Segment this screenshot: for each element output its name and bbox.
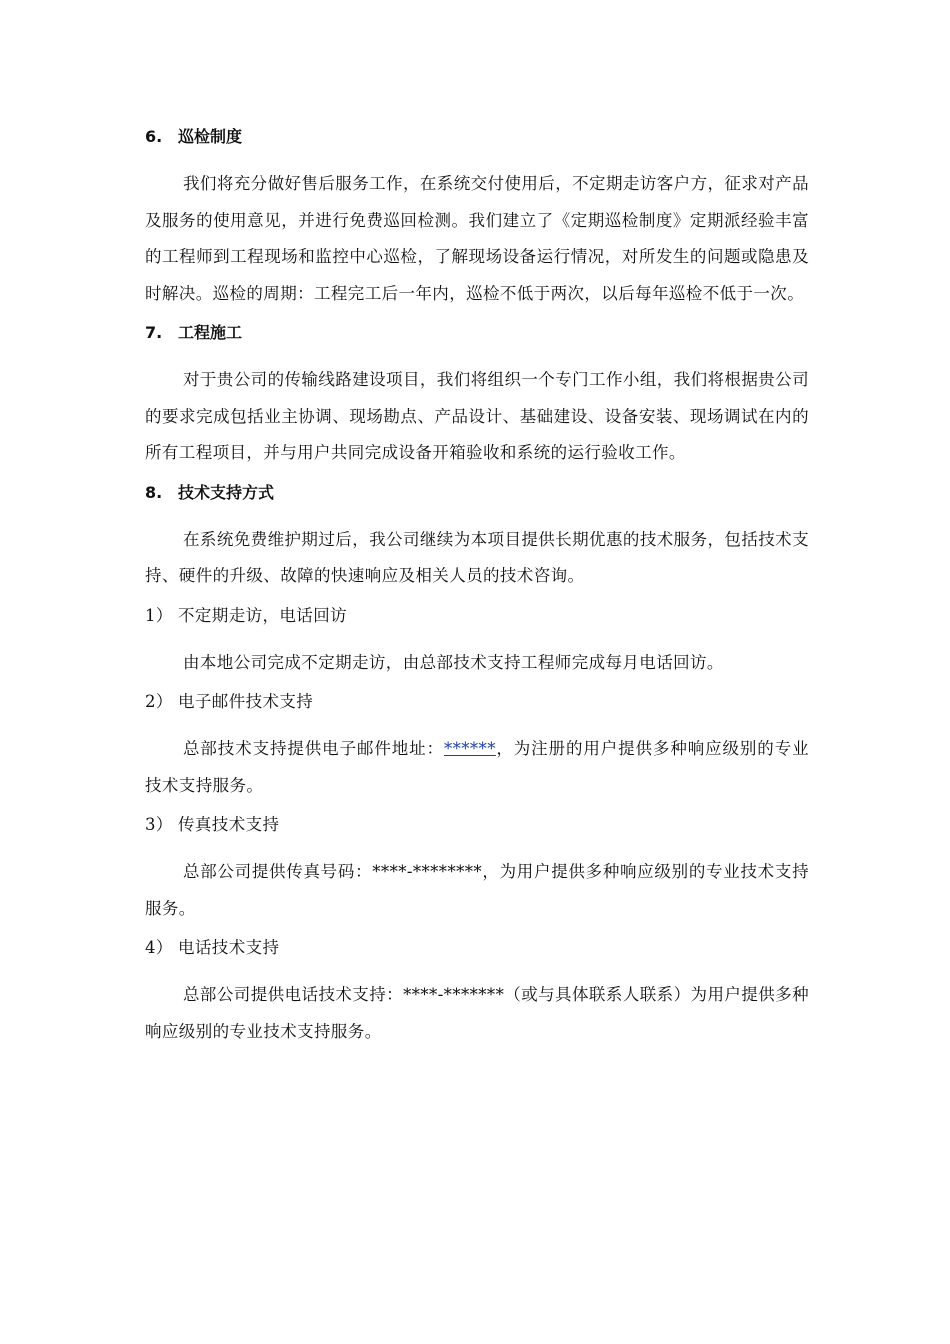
item-title: 电子邮件技术支持 xyxy=(178,692,314,711)
item-number: 2） xyxy=(145,692,173,711)
support-item-text-2 xyxy=(145,731,809,804)
email-prefix-text: 总部技术支持提供电子邮件地址： xyxy=(183,739,444,758)
section-heading-7 xyxy=(145,318,809,348)
support-item-text-3: 总部公司提供传真号码：****-********，为用户提供多种响应级别的专业技术支持服务。 xyxy=(145,862,809,918)
section-title: 巡检制度 xyxy=(178,127,243,146)
section-number: 6. xyxy=(145,127,163,146)
section-paragraph-7: 对于贵公司的传输线路建设项目，我们将组织一个专门工作小组，我们将根据贵公司的要求完成包括业主协调、现场勘点、产品设计、基础建设、设备安装、现场调试在内的所有工程项目，并与用户共同完成设备开箱验收和系统的运行验收工作。 xyxy=(145,370,809,462)
section-number: 7. xyxy=(145,323,163,342)
document-body xyxy=(145,122,809,1056)
support-item-heading-1 xyxy=(145,601,809,631)
item-title: 传真技术支持 xyxy=(178,815,280,834)
section-title: 工程施工 xyxy=(178,323,243,342)
support-item-heading-4 xyxy=(145,933,809,963)
section-title: 技术支持方式 xyxy=(178,482,275,502)
support-item-heading-3 xyxy=(145,810,809,840)
item-number: 4） xyxy=(145,938,173,957)
support-item-heading-2 xyxy=(145,687,809,717)
item-number: 1） xyxy=(145,605,173,625)
section-heading-6 xyxy=(145,122,809,152)
item-number: 3） xyxy=(145,815,173,834)
section-heading-8 xyxy=(145,478,809,508)
section-paragraph-8: 在系统免费维护期过后，我公司继续为本项目提供长期优惠的技术服务，包括技术支持、硬件的升级、故障的快速响应及相关人员的技术咨询。 xyxy=(145,529,809,585)
section-number: 8. xyxy=(145,482,163,502)
item-title: 电话技术支持 xyxy=(178,938,280,957)
support-item-text-4: 总部公司提供电话技术支持：****-*******（或与具体联系人联系）为用户提供多种响应级别的专业技术支持服务。 xyxy=(145,985,809,1041)
email-link[interactable]: ****** xyxy=(443,739,496,758)
section-paragraph-6: 我们将充分做好售后服务工作，在系统交付使用后，不定期走访客户方，征求对产品及服务的使用意见，并进行免费巡回检测。我们建立了《定期巡检制度》定期派经验丰富的工程师到工程现场和监控中心巡检，了解现场设备运行情况，对所发生的问题或隐患及时解决。巡检的周期：工程完工后一年内，巡检不低于两次，以后每年巡检不低于一次。 xyxy=(145,174,809,303)
item-title: 不定期走访，电话回访 xyxy=(178,605,347,625)
support-item-text-1: 由本地公司完成不定期走访，由总部技术支持工程师完成每月电话回访。 xyxy=(183,652,724,672)
email-suffix-text: ，为注册的用户提供多种响应级别的专业技术支持服务。 xyxy=(145,739,809,795)
